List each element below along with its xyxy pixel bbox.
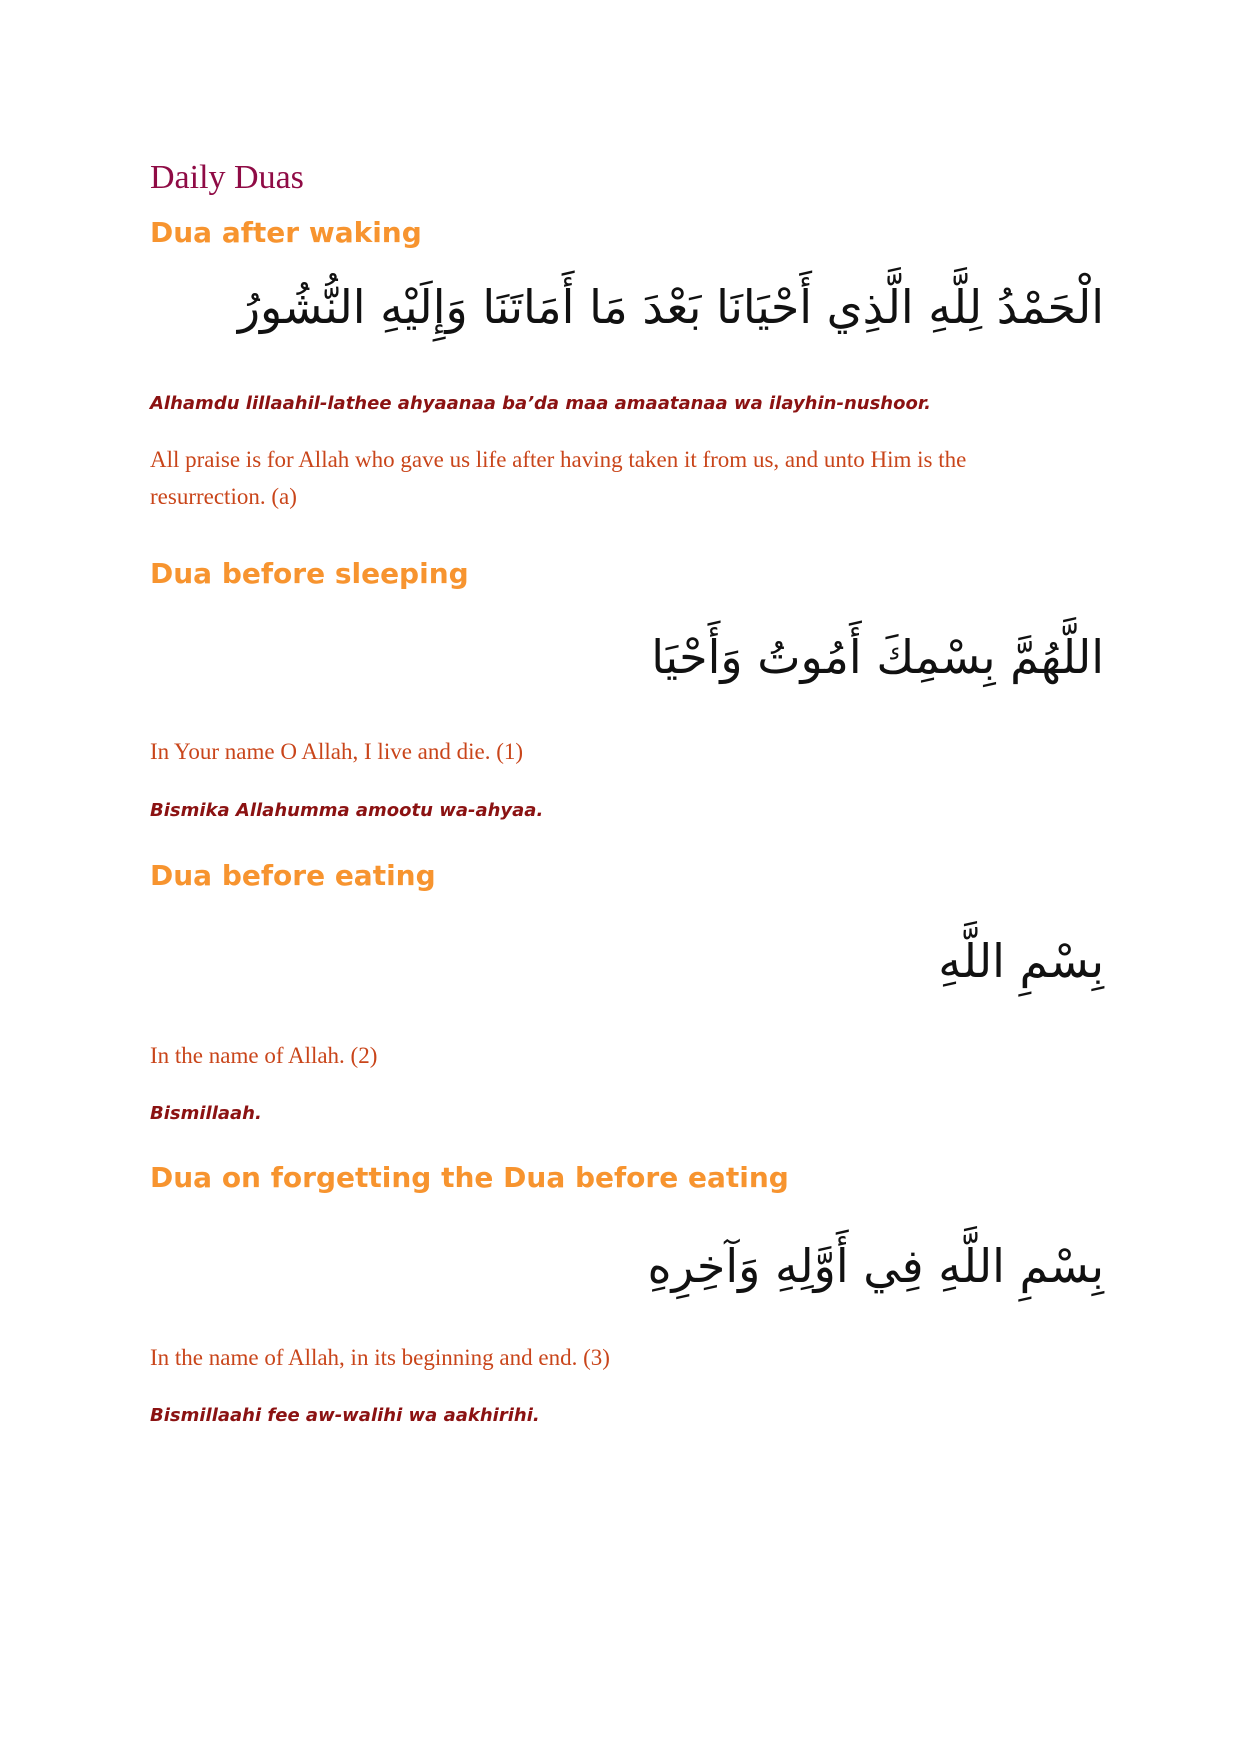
section-heading-forgetting: Dua on forgetting the Dua before eating <box>150 1161 789 1194</box>
transliteration-sleeping: Bismika Allahumma amootu wa-ahyaa. <box>150 800 544 821</box>
translation-waking: All praise is for Allah who gave us life after having taken it from us, and unto Him is the resurrection. (a) <box>150 447 967 509</box>
translation-sleeping: In Your name O Allah, I live and die. (1) <box>150 739 524 764</box>
page-title: Daily Duas <box>150 159 304 196</box>
arabic-text-forgetting: بِسْمِ اللَّهِ فِي أَوَّلِهِ وَآخِرِهِ <box>647 1239 1104 1293</box>
translation-forgetting: In the name of Allah, in its beginning and end. (3) <box>150 1345 610 1370</box>
translation-eating: In the name of Allah. (2) <box>150 1043 378 1068</box>
section-heading-eating: Dua before eating <box>150 859 436 892</box>
transliteration-forgetting: Bismillaahi fee aw-walihi wa aakhirihi. <box>150 1405 540 1426</box>
transliteration-waking: Alhamdu lillaahil-lathee ahyaanaa ba’da maa amaatanaa wa ilayhin-nushoor. <box>150 393 931 414</box>
transliteration-eating: Bismillaah. <box>150 1103 262 1124</box>
arabic-text-eating: بِسْمِ اللَّهِ <box>938 934 1104 988</box>
section-heading-sleeping: Dua before sleeping <box>150 557 469 590</box>
section-heading-waking: Dua after waking <box>150 216 422 249</box>
arabic-text-waking: الْحَمْدُ لِلَّهِ الَّذِي أَحْيَانَا بَعْدَ مَا أَمَاتَنَا وَإِلَيْهِ النُّشُورُ <box>237 280 1104 334</box>
arabic-text-sleeping: اللَّهُمَّ بِسْمِكَ أَمُوتُ وَأَحْيَا <box>651 630 1104 684</box>
